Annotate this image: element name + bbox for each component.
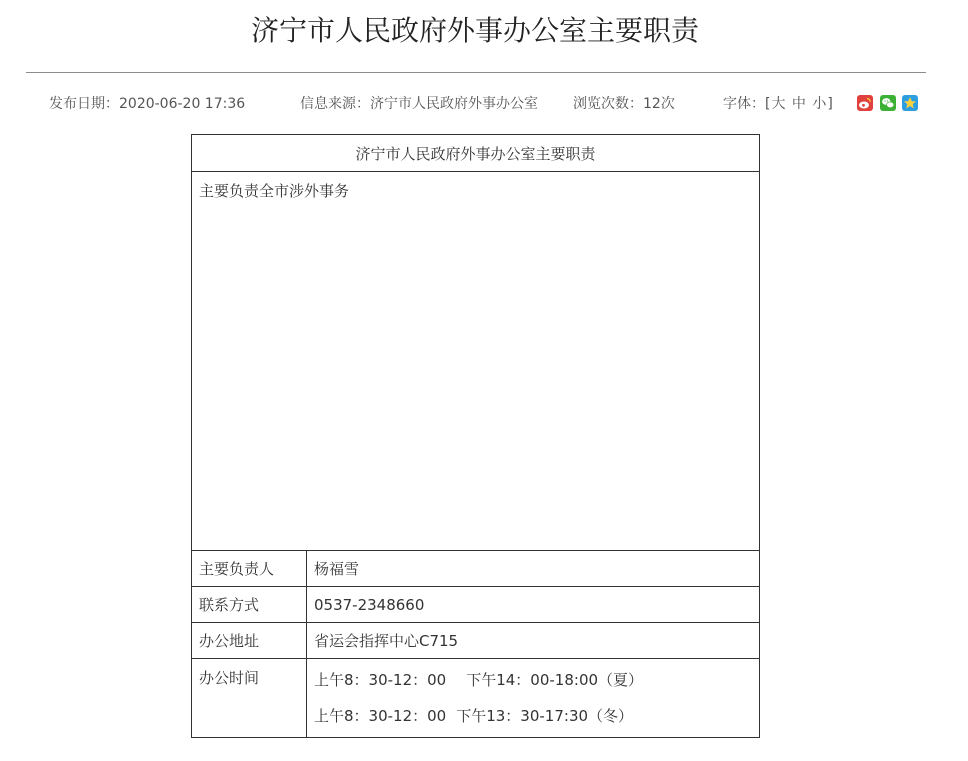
page-title: 济宁市人民政府外事办公室主要职责: [250, 14, 699, 47]
weibo-share-icon[interactable]: [857, 95, 873, 111]
hours-winter: [314, 698, 752, 734]
contact-value: 0537-2348660: [307, 587, 760, 623]
font-size-small[interactable]: 小: [812, 96, 827, 112]
table-header-row: [192, 135, 760, 172]
info-source: [300, 94, 538, 114]
font-size-label: 字体：[: [723, 96, 771, 112]
wechat-icon: [880, 95, 896, 111]
publish-date-value: 2020-06-20 17:36: [119, 96, 246, 112]
view-count-value: 12次: [643, 96, 675, 112]
title-divider: [26, 72, 926, 73]
address-label: 办公地址: [192, 623, 307, 659]
duty-description: 主要负责全市涉外事务: [192, 172, 760, 551]
view-count-label: 浏览次数：: [573, 96, 643, 112]
font-size-medium[interactable]: 中: [791, 96, 806, 112]
leader-value: 杨福雪: [307, 551, 760, 587]
wechat-share-icon[interactable]: [880, 95, 896, 111]
publish-date-label: 发布日期：: [49, 96, 119, 112]
table-header: 济宁市人民政府外事办公室主要职责: [192, 135, 760, 172]
table-row-hours: [192, 659, 760, 738]
font-size-selector: [723, 94, 833, 114]
hours-summer-am: 上午8：30-12：00: [314, 671, 447, 689]
table-row: [192, 587, 760, 623]
responsibility-table: [191, 134, 760, 738]
table-description-row: [192, 172, 760, 551]
info-source-value: 济宁市人民政府外事办公室: [370, 96, 538, 112]
info-source-label: 信息来源：: [300, 96, 370, 112]
hours-label: 办公时间: [192, 659, 307, 738]
font-size-large[interactable]: 大: [771, 96, 786, 112]
qzone-icon: [902, 95, 918, 111]
hours-winter-am: 上午8：30-12：00: [314, 707, 447, 725]
leader-label: 主要负责人: [192, 551, 307, 587]
publish-date: [49, 94, 245, 114]
hours-summer-pm: 下午14：00-18:00（夏）: [466, 671, 644, 689]
font-size-close: ]: [827, 96, 833, 112]
address-value: 省运会指挥中心C715: [307, 623, 760, 659]
hours-summer: [314, 662, 752, 698]
qzone-share-icon[interactable]: [902, 95, 918, 111]
contact-label: 联系方式: [192, 587, 307, 623]
hours-winter-pm: 下午13：30-17:30（冬）: [456, 707, 634, 725]
hours-value: [307, 659, 760, 738]
table-row: [192, 623, 760, 659]
weibo-icon: [857, 95, 873, 111]
table-row: [192, 551, 760, 587]
view-count: [573, 94, 675, 114]
